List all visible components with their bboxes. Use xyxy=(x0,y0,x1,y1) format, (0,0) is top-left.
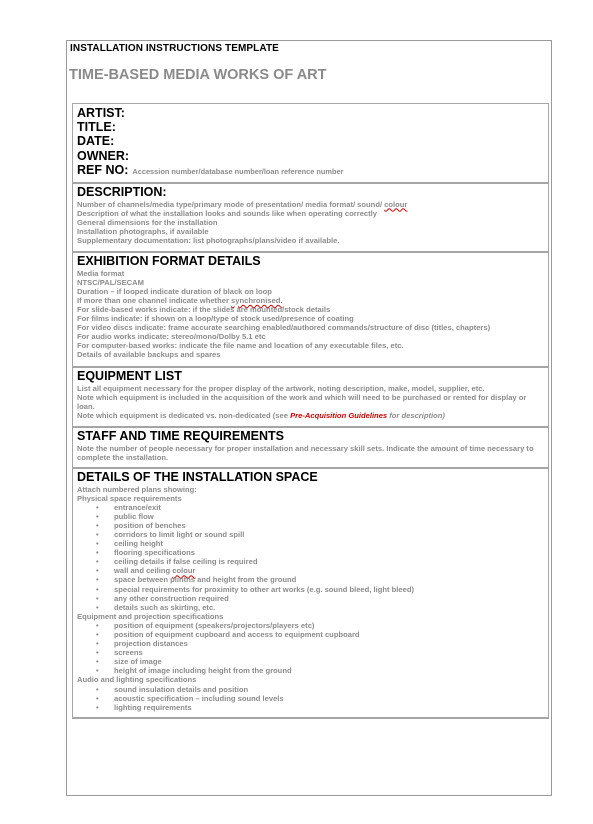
bullet-item: • flooring specifications xyxy=(96,548,196,558)
title-label: TITLE: xyxy=(77,120,116,135)
bullet-item: • space between plinths and height from the ground xyxy=(96,575,297,585)
bullet-item: • sound insulation details and position xyxy=(96,684,249,694)
bullet-item: • any other construction required xyxy=(96,593,229,603)
bullet-icon: • xyxy=(96,557,99,567)
bullet-item: • ceiling height xyxy=(96,539,163,549)
bullet-icon: • xyxy=(96,511,99,521)
exhibition-line: For audio works indicate: stereo/mono/Dolby 5.1 etc xyxy=(77,332,266,342)
bullet-item: • position of equipment (speakers/projectors/players etc) xyxy=(96,620,315,630)
space-intro: Attach numbered plans showing: xyxy=(77,484,197,494)
template-title: TIME-BASED MEDIA WORKS OF ART xyxy=(69,67,327,83)
bullet-item: • details such as skirting, etc. xyxy=(96,602,216,612)
template-heading: INSTALLATION INSTRUCTIONS TEMPLATE xyxy=(70,43,279,54)
equipment-section xyxy=(72,367,549,427)
exhibition-line: For films indicate: if shown on a loop/type of stock used/presence of coating xyxy=(77,313,354,323)
bullet-item: • acoustic specification – including sound levels xyxy=(96,693,284,703)
date-label: DATE: xyxy=(77,134,115,149)
blank-area xyxy=(72,718,549,796)
bullet-item: • height of image including height from the ground xyxy=(96,666,292,676)
exhibition-line: For slide-based works indicate: if the slides are mounted/stock details xyxy=(77,304,331,314)
bullet-icon: • xyxy=(96,520,99,530)
description-line: Supplementary documentation: list photographs/plans/video if available. xyxy=(77,235,340,245)
bullet-icon: • xyxy=(96,539,99,549)
bullet-item: • ceiling details if false ceiling is required xyxy=(96,557,258,567)
artist-section xyxy=(72,103,549,183)
physical-list xyxy=(77,503,548,612)
bullet-icon: • xyxy=(96,584,99,594)
pre-acquisition-guidelines-link[interactable]: Pre-Acquisition Guidelines xyxy=(290,410,388,420)
equipment-heading: EQUIPMENT LIST xyxy=(77,369,182,383)
bullet-icon: • xyxy=(96,529,99,539)
bullet-item: • lighting requirements xyxy=(96,702,192,712)
exhibition-line: NTSC/PAL/SECAM xyxy=(77,277,144,287)
exhibition-text xyxy=(77,269,548,360)
equipment-spec-label: Equipment and projection specifications xyxy=(77,611,224,621)
equipment-spec-list xyxy=(77,621,548,676)
bullet-item: • size of image xyxy=(96,657,162,667)
bullet-item: • wall and ceiling colour xyxy=(96,566,196,576)
ref-no-label: REF NO: xyxy=(77,162,129,177)
exhibition-section xyxy=(72,252,549,367)
bullet-item: • screens xyxy=(96,648,143,658)
bullet-item: • position of equipment cupboard and access to equipment cupboard xyxy=(96,630,360,639)
space-heading: DETAILS OF THE INSTALLATION SPACE xyxy=(77,470,318,484)
owner-label: OWNER: xyxy=(77,148,130,163)
template-frame xyxy=(66,40,552,796)
exhibition-line: For video discs indicate: frame accurate searching enabled/authored commands/structure of disc (titles, chapters) xyxy=(77,323,491,333)
document-header xyxy=(67,41,551,103)
bullet-item: • special requirements for proximity to other art works (e.g. sound bleed, light bleed) xyxy=(96,584,415,594)
bullet-item: • public flow xyxy=(96,511,154,521)
staff-heading: STAFF AND TIME REQUIREMENTS xyxy=(77,429,284,443)
bullet-icon: • xyxy=(96,566,99,576)
description-text xyxy=(77,200,548,245)
description-section xyxy=(72,183,549,252)
equipment-line: Note which equipment is dedicated vs. non-dedicated (see Pre-Acquisition Guidelines for description) xyxy=(77,410,445,420)
equipment-line: loan. xyxy=(77,401,95,411)
space-section xyxy=(72,468,549,718)
equipment-text xyxy=(77,384,548,420)
staff-line: complete the installation. xyxy=(77,452,169,462)
bullet-icon: • xyxy=(96,548,99,558)
bullet-icon: • xyxy=(96,593,99,603)
exhibition-line: Details of available backups and spares xyxy=(77,350,221,360)
exhibition-line: Duration – if looped indicate duration of black on loop xyxy=(77,286,272,296)
bullet-icon: • xyxy=(96,648,99,658)
equipment-line: List all equipment necessary for the proper display of the artwork, noting description, make, model, supplier, etc. xyxy=(77,383,485,393)
bullet-icon: • xyxy=(96,620,99,630)
space-text xyxy=(77,485,548,712)
exhibition-line: If more than one channel indicate whether synchronised. xyxy=(77,295,283,305)
description-heading: DESCRIPTION: xyxy=(77,185,167,199)
bullet-item: • projection distances xyxy=(96,639,188,649)
bullet-icon: • xyxy=(96,657,99,667)
exhibition-line: Media format xyxy=(77,268,125,278)
audio-list xyxy=(77,685,548,712)
audio-label: Audio and lighting specifications xyxy=(77,675,197,685)
exhibition-line: For computer-based works: indicate the file name and location of any executable files, etc. xyxy=(77,341,404,351)
bullet-icon: • xyxy=(96,575,99,585)
description-line: General dimensions for the installation xyxy=(77,217,218,227)
bullet-icon: • xyxy=(96,602,99,612)
bullet-icon: • xyxy=(96,684,99,694)
bullet-item: • position of benches xyxy=(96,520,186,530)
bullet-icon: • xyxy=(96,502,99,512)
ref-row xyxy=(77,163,548,177)
exhibition-heading: EXHIBITION FORMAT DETAILS xyxy=(77,254,261,268)
ref-note: Accession number/database number/loan reference number xyxy=(132,166,344,176)
bullet-icon: • xyxy=(96,639,99,649)
bullet-icon: • xyxy=(96,693,99,703)
staff-section xyxy=(72,427,549,468)
bullet-item: • entrance/exit xyxy=(96,502,161,512)
physical-label: Physical space requirements xyxy=(77,493,182,503)
equipment-line: Note which equipment is included in the acquisition of the work and which will need to be purchased or rented for display or xyxy=(77,392,527,402)
bullet-item: • corridors to limit light or sound spill xyxy=(96,529,245,539)
bullet-icon: • xyxy=(96,666,99,676)
staff-text xyxy=(77,444,548,462)
artist-label: ARTIST: xyxy=(77,106,125,120)
description-line: Description of what the installation looks and sounds like when operating correctly xyxy=(77,208,378,218)
bullet-icon: • xyxy=(96,630,99,639)
description-line: Installation photographs, if available xyxy=(77,226,209,236)
staff-line: Note the number of people necessary for proper installation and necessary skill sets. Indicate the amount of time necessary to xyxy=(77,443,534,453)
description-line: Number of channels/media type/primary mode of presentation/ media format/ sound/ colour xyxy=(77,199,408,209)
bullet-icon: • xyxy=(96,702,99,712)
